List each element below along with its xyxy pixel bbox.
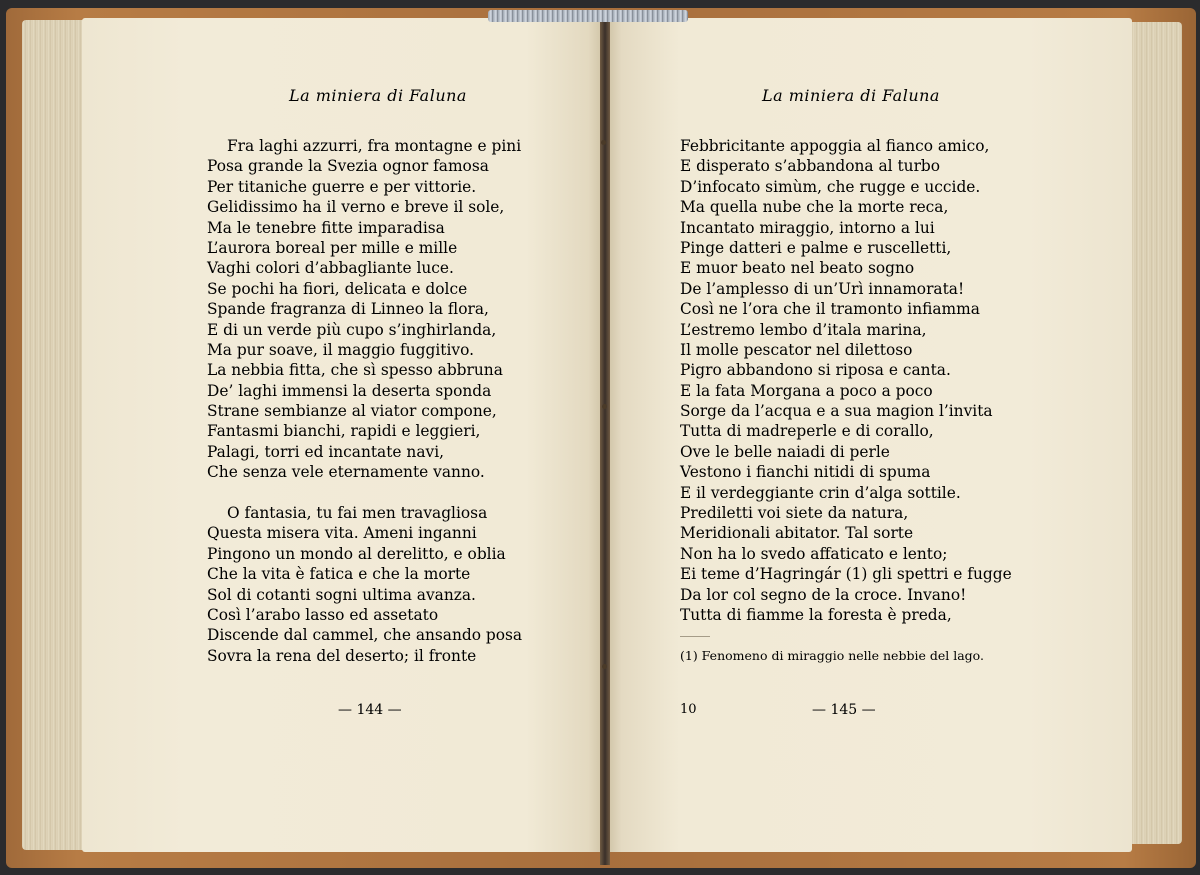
verse-line: E muor beato nel beato sogno: [680, 259, 915, 278]
left-page-text: [207, 136, 522, 666]
running-head-left: La miniera di Faluna: [289, 86, 467, 105]
verse-line: Da lor col segno de la croce. Invano!: [680, 585, 967, 604]
verse-line: Posa grande la Svezia ognor famosa: [207, 157, 489, 176]
verse-line: Fantasmi bianchi, rapidi e leggieri,: [207, 422, 481, 441]
verse-line: Febbricitante appoggia al fianco amico,: [680, 137, 990, 155]
verse-line: Vaghi colori d’abbagliante luce.: [207, 259, 454, 278]
verse-line: Ei teme d’Hagringár (1) gli spettri e fugge: [680, 565, 1012, 584]
verse-line: Prediletti voi siete da natura,: [680, 504, 909, 523]
verse-line: L’estremo lembo d’itala marina,: [680, 320, 927, 339]
running-head-right: La miniera di Faluna: [762, 86, 940, 105]
verse-line: Discende dal cammel, che ansando posa: [207, 626, 523, 645]
verse-line: Così ne l’ora che il tramonto infiamma: [680, 300, 980, 319]
verse-line: Se pochi ha fiori, delicata e dolce: [207, 279, 468, 298]
verse-line: Strane sembianze al viator compone,: [207, 402, 497, 421]
verse-line: Ove le belle naiadi di perle: [680, 442, 890, 461]
verse-line: Meridionali abitator. Tal sorte: [680, 524, 914, 543]
verse-line: De’ laghi immensi la deserta sponda: [207, 381, 492, 400]
footnote-rule: [680, 636, 710, 637]
verse-line: Il molle pescator nel dilettoso: [680, 340, 913, 359]
right-page-text: [680, 136, 1012, 625]
verse-line: Pingono un mondo al derelitto, e oblia: [207, 544, 506, 563]
verse-line: E il verdeggiante crin d’alga sottile.: [680, 483, 961, 502]
verse-line: Tutta di madreperle e di corallo,: [680, 422, 934, 441]
verse-line: Ma le tenebre fitte imparadisa: [207, 218, 445, 237]
verse-line: Spande fragranza di Linneo la flora,: [207, 300, 489, 319]
verse-line: Sovra la rena del deserto; il fronte: [207, 646, 477, 665]
verse-line: Pinge datteri e palme e ruscelletti,: [680, 238, 952, 257]
binding-thread-dot: [602, 404, 607, 409]
verse-line: E disperato s’abbandona al turbo: [680, 157, 941, 176]
verse-line: Che senza vele eternamente vanno.: [207, 463, 485, 482]
book-gutter: [600, 10, 610, 865]
headband: [488, 10, 688, 22]
verse-line: La nebbia fitta, che sì spesso abbruna: [207, 361, 503, 380]
verse-line: E di un verde più cupo s’inghirlanda,: [207, 320, 497, 339]
footnote: (1) Fenomeno di miraggio nelle nebbie del lago.: [680, 648, 984, 663]
verse-line: Incantato miraggio, intorno a lui: [680, 218, 935, 237]
verse-line: Gelidissimo ha il verno e breve il sole,: [207, 198, 505, 217]
verse-line: E la fata Morgana a poco a poco: [680, 381, 933, 400]
verse-line: L’aurora boreal per mille e mille: [207, 238, 458, 257]
page-number-right: — 145 —: [812, 702, 876, 718]
verse-line: Per titaniche guerre e per vittorie.: [207, 177, 477, 196]
verse-line: Così l’arabo lasso ed assetato: [207, 605, 439, 624]
verse-line: Ma pur soave, il maggio fuggitivo.: [207, 340, 474, 359]
verse-line: De l’amplesso di un’Urì innamorata!: [680, 279, 965, 298]
verse-line: Sol di cotanti sogni ultima avanza.: [207, 585, 476, 604]
verse-line: Sorge da l’acqua e a sua magion l’invita: [680, 402, 993, 421]
verse-line: Vestono i fianchi nitidi di spuma: [680, 463, 931, 482]
binding-thread-dot: [602, 664, 607, 669]
verse-line: Tutta di fiamme la foresta è preda,: [680, 605, 952, 624]
verse-line: Pigro abbandono si riposa e canta.: [680, 361, 951, 380]
binding-thread-dot: [601, 140, 606, 145]
signature-mark: 10: [680, 702, 697, 717]
verse-line: Che la vita è fatica e che la morte: [207, 565, 471, 584]
verse-line: Ma quella nube che la morte reca,: [680, 198, 949, 217]
verse-line: Questa misera vita. Ameni inganni: [207, 524, 477, 543]
verse-line: Non ha lo svedo affaticato e lento;: [680, 544, 948, 563]
stanza-break: [207, 483, 522, 503]
verse-line: Palagi, torri ed incantate navi,: [207, 442, 445, 461]
verse-line: D’infocato simùm, che rugge e uccide.: [680, 177, 981, 196]
verse-line: Fra laghi azzurri, fra montagne e pini: [227, 137, 522, 155]
verse-line: O fantasia, tu fai men travagliosa: [227, 504, 488, 523]
page-number-left: — 144 —: [338, 702, 402, 718]
